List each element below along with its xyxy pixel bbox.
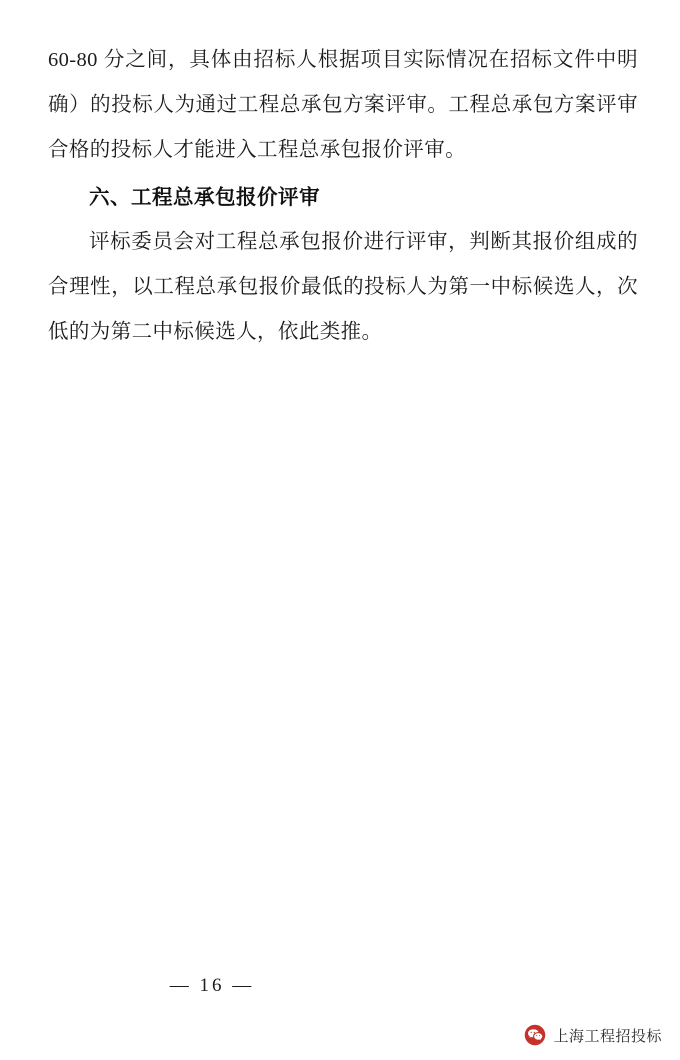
wechat-icon bbox=[524, 1024, 546, 1046]
paragraph-continuation: 60-80 分之间，具体由招标人根据项目实际情况在招标文件中明确）的投标人为通过工程总承包方案评审。工程总承包方案评审合格的投标人才能进入工程总承包报价评审。 bbox=[48, 49, 638, 161]
footer-brand bbox=[524, 1024, 662, 1046]
section-heading: 六、工程总承包报价评审 bbox=[89, 186, 320, 209]
page-number: — 16 — bbox=[169, 975, 255, 996]
footer-brand-label: 上海工程招投标 bbox=[553, 1027, 662, 1045]
document-body bbox=[48, 38, 638, 355]
paragraph-body: 评标委员会对工程总承包报价进行评审，判断其报价组成的合理性，以工程总承包报价最低的投标人为第一中标候选人，次低的为第二中标候选人，依此类推。 bbox=[48, 231, 638, 343]
